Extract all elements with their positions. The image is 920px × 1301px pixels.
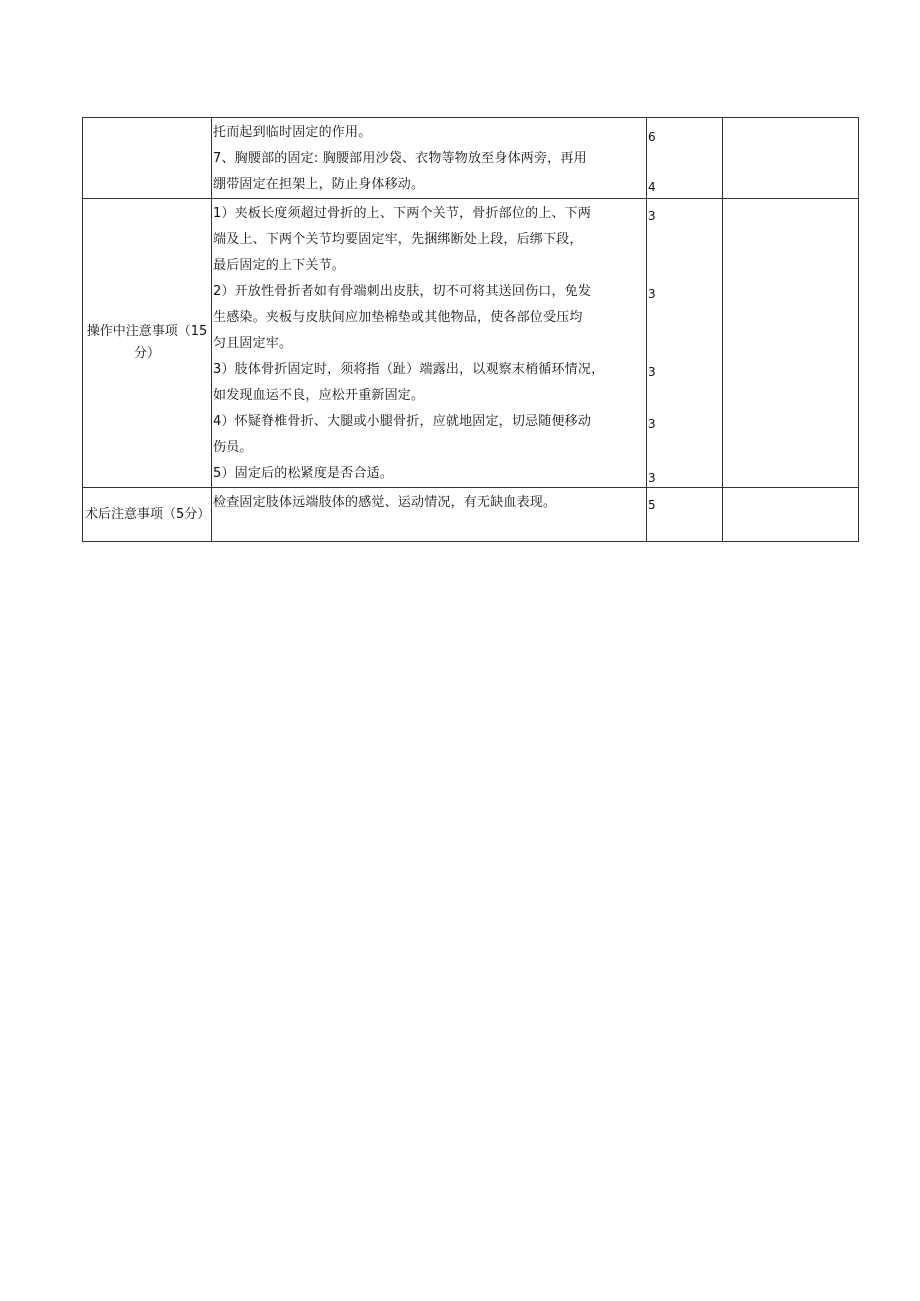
content-line: 生感染。夹板与皮肤间应加垫棉垫或其他物品，使各部位受压均 <box>213 310 583 325</box>
content-cell <box>212 199 647 488</box>
score-cell <box>647 118 723 199</box>
score-value: 6 <box>648 130 656 144</box>
score-value: 3 <box>648 417 656 431</box>
content-line: 检查固定肢体远端肢体的感觉、运动情况，有无缺血表现。 <box>213 495 557 510</box>
table-row <box>83 118 859 199</box>
content-line: 4）怀疑脊椎骨折、大腿或小腿骨折，应就地固定，切忌随便移动 <box>213 414 592 429</box>
category-cell: 操作中注意事项（15分） <box>83 199 212 488</box>
content-line: 最后固定的上下关节。 <box>213 258 346 273</box>
grading-table <box>82 117 859 542</box>
content-line: 绷带固定在担架上，防止身体移动。 <box>213 177 425 192</box>
content-line: 3）肢体骨折固定时，须将指（趾）端露出，以观察末梢循环情况， <box>213 362 605 377</box>
score-cell <box>647 488 723 542</box>
content-line: 2）开放性骨折者如有骨端刺出皮肤，切不可将其送回伤口，免发 <box>213 284 592 299</box>
score-value: 5 <box>648 498 656 512</box>
content-line: 端及上、下两个关节均要固定牢，先捆绑断处上段，后绑下段， <box>213 232 583 247</box>
score-value: 4 <box>648 180 656 194</box>
actual-score-cell <box>723 199 859 488</box>
table-row <box>83 488 859 542</box>
content-line: 如发现血运不良，应松开重新固定。 <box>213 388 425 403</box>
category-cell <box>83 118 212 199</box>
content-line: 伤员。 <box>213 440 253 455</box>
content-line: 1）夹板长度须超过骨折的上、下两个关节，骨折部位的上、下两 <box>213 206 592 221</box>
actual-score-cell <box>723 118 859 199</box>
actual-score-cell <box>723 488 859 542</box>
score-value: 3 <box>648 471 656 485</box>
category-cell: 术后注意事项（5分） <box>83 488 212 542</box>
content-line: 5）固定后的松紧度是否合适。 <box>213 466 394 481</box>
content-line: 托而起到临时固定的作用。 <box>213 125 372 140</box>
content-cell <box>212 118 647 199</box>
score-cell <box>647 199 723 488</box>
table-row <box>83 199 859 488</box>
content-cell <box>212 488 647 542</box>
score-value: 3 <box>648 365 656 379</box>
score-value: 3 <box>648 209 656 223</box>
score-value: 3 <box>648 287 656 301</box>
content-line: 7、胸腰部的固定: 胸腰部用沙袋、衣物等物放至身体两旁，再用 <box>213 151 587 166</box>
content-line: 匀且固定牢。 <box>213 336 293 351</box>
